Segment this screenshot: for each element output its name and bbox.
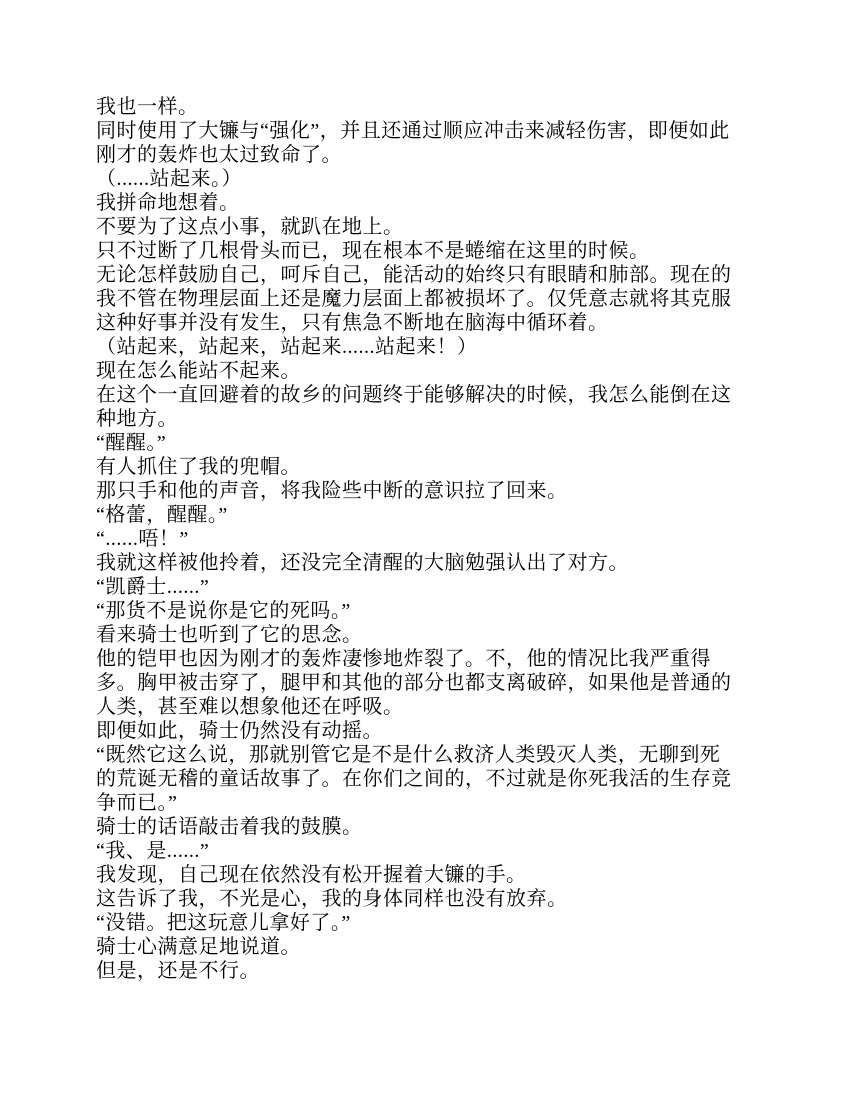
- text-line: 我发现，自己现在依然没有松开握着大镰的手。: [96, 864, 527, 886]
- text-line: （......站起来。）: [96, 168, 242, 190]
- text-line: 但是，还是不行。: [96, 960, 260, 982]
- text-line: 现在怎么能站不起来。: [96, 360, 301, 382]
- text-line: 即便如此，骑士仍然没有动摇。: [96, 720, 383, 742]
- text-line: 有人抓住了我的兜帽。: [96, 456, 301, 478]
- text-line: 人类，甚至难以想象他还在呼吸。: [96, 696, 404, 718]
- text-line: “醒醒。”: [96, 432, 167, 454]
- text-line: 我拼命地想着。: [96, 192, 240, 214]
- text-line: 这种好事并没有发生，只有焦急不断地在脑海中循环着。: [96, 312, 609, 334]
- text-line: “我、是......”: [96, 840, 210, 862]
- text-line: 我不管在物理层面上还是魔力层面上都被损坏了。仅凭意志就将其克服: [96, 288, 732, 310]
- text-line: 无论怎样鼓励自己，呵斥自己，能活动的始终只有眼睛和肺部。现在的: [96, 264, 732, 286]
- text-line: “......唔！”: [96, 528, 189, 550]
- text-line: “凯爵士......”: [96, 576, 210, 598]
- text-line: 看来骑士也听到了它的思念。: [96, 624, 363, 646]
- text-line: 那只手和他的声音，将我险些中断的意识拉了回来。: [96, 480, 568, 502]
- text-line: 我就这样被他拎着，还没完全清醒的大脑勉强认出了对方。: [96, 552, 629, 574]
- text-line: 我也一样。: [96, 96, 199, 118]
- text-line: 在这个一直回避着的故乡的问题终于能够解决的时候，我怎么能倒在这: [96, 384, 732, 406]
- text-line: 骑士的话语敲击着我的鼓膜。: [96, 816, 363, 838]
- text-line: 争而已。”: [96, 792, 178, 814]
- text-line: 多。胸甲被击穿了，腿甲和其他的部分也都支离破碎，如果他是普通的: [96, 672, 732, 694]
- text-line: （站起来，站起来，站起来......站起来！）: [96, 336, 478, 358]
- text-line: 不要为了这点小事，就趴在地上。: [96, 216, 404, 238]
- text-line: 他的铠甲也因为刚才的轰炸凄惨地炸裂了。不，他的情况比我严重得: [96, 648, 711, 670]
- text-line: “那货不是说你是它的死吗。”: [96, 600, 351, 622]
- text-line: 这告诉了我，不光是心，我的身体同样也没有放弃。: [96, 888, 568, 910]
- text-line: 的荒诞无稽的童话故事了。在你们之间的，不过就是你死我活的生存竞: [96, 768, 732, 790]
- text-line: 刚才的轰炸也太过致命了。: [96, 144, 342, 166]
- document-text-block: [96, 95, 760, 983]
- text-line: 种地方。: [96, 408, 178, 430]
- text-line: “格蕾，醒醒。”: [96, 504, 228, 526]
- text-line: 骑士心满意足地说道。: [96, 936, 301, 958]
- text-line: 同时使用了大镰与“强化”，并且还通过顺应冲击来减轻伤害，即便如此: [96, 120, 730, 142]
- text-line: “没错。把这玩意儿拿好了。”: [96, 912, 351, 934]
- text-line: 只不过断了几根骨头而已，现在根本不是蜷缩在这里的时候。: [96, 240, 650, 262]
- text-line: “既然它这么说，那就别管它是不是什么救济人类毁灭人类，无聊到死: [96, 744, 721, 766]
